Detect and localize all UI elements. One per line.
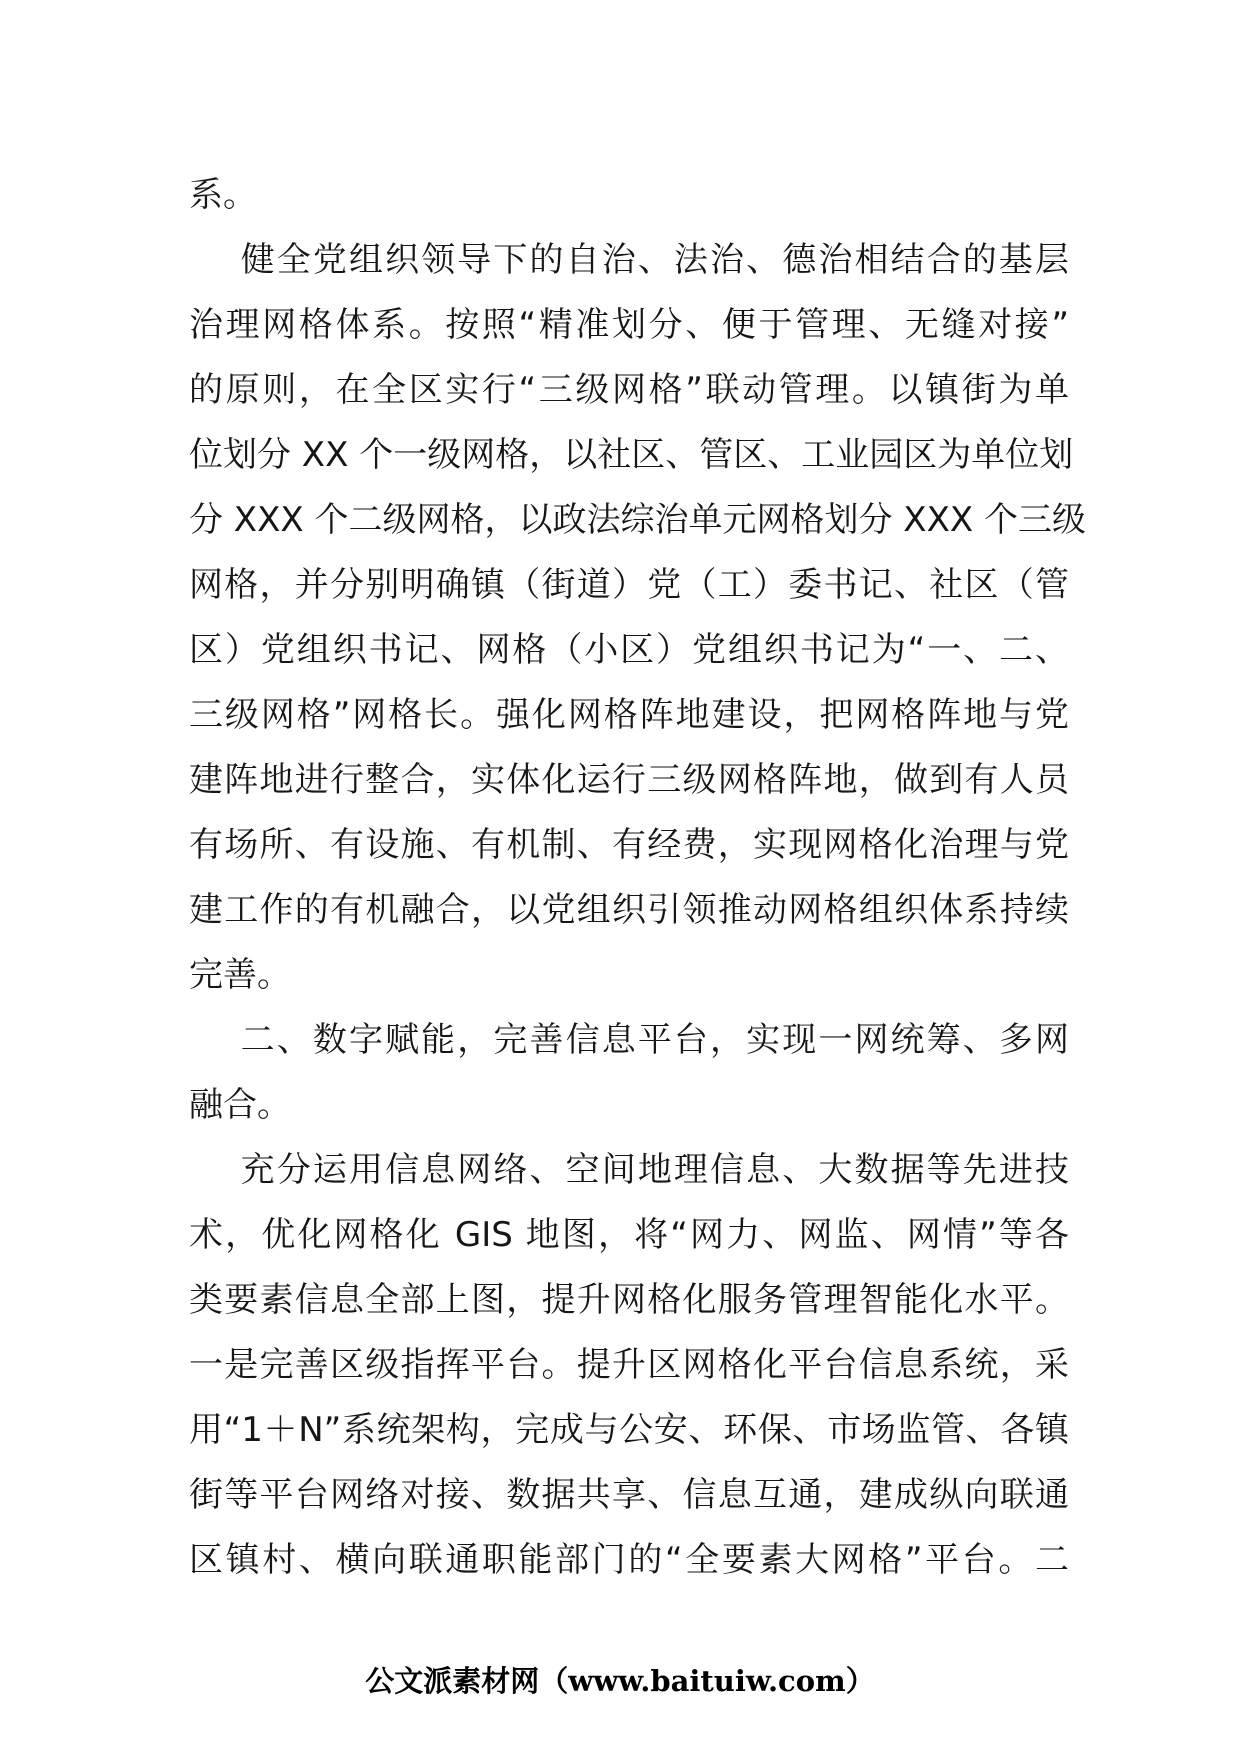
text-line: 区）党组织书记、网格（小区）党组织书记为“一、二、 [189,630,1069,670]
text-line: 建工作的有机融合，以党组织引领推动网格组织体系持续 [189,890,1069,930]
body-text [189,163,1086,1593]
text-line: 融合。 [189,1085,291,1125]
text-line: 充分运用信息网络、空间地理信息、大数据等先进技 [189,1150,1069,1190]
footer-watermark: 公文派素材网（www.baituiw.com） [365,1664,875,1698]
text-line: 系。 [189,175,257,215]
text-line: 完善。 [189,955,291,995]
text-line: 类要素信息全部上图，提升网格化服务管理智能化水平。 [189,1280,1069,1320]
text-line: 位划分 XX 个一级网格，以社区、管区、工业园区为单位划 [189,435,1074,475]
text-line: 区镇村、横向联通职能部门的“全要素大网格”平台。二 [189,1540,1069,1580]
text-line: 术，优化网格化 GIS 地图，将“网力、网监、网情”等各 [189,1215,1069,1255]
text-line: 分 XXX 个二级网格，以政法综治单元网格划分 XXX 个三级 [189,500,1086,540]
text-line: 建阵地进行整合，实体化运行三级网格阵地，做到有人员 [189,760,1069,800]
text-line: 网格，并分别明确镇（街道）党（工）委书记、社区（管 [189,565,1069,605]
text-line: 治理网格体系。按照“精准划分、便于管理、无缝对接” [189,305,1069,345]
text-line: 的原则，在全区实行“三级网格”联动管理。以镇街为单 [189,370,1069,410]
text-line: 二、数字赋能，完善信息平台，实现一网统筹、多网 [189,1020,1069,1060]
text-line: 用“1＋N”系统架构，完成与公安、环保、市场监管、各镇 [189,1410,1069,1450]
text-line: 健全党组织领导下的自治、法治、德治相结合的基层 [189,240,1069,280]
text-line: 三级网格”网格长。强化网格阵地建设，把网格阵地与党 [189,695,1069,735]
text-line: 一是完善区级指挥平台。提升区网格化平台信息系统，采 [189,1345,1069,1385]
text-line: 有场所、有设施、有机制、有经费，实现网格化治理与党 [189,825,1069,865]
text-line: 街等平台网络对接、数据共享、信息互通，建成纵向联通 [189,1475,1069,1515]
